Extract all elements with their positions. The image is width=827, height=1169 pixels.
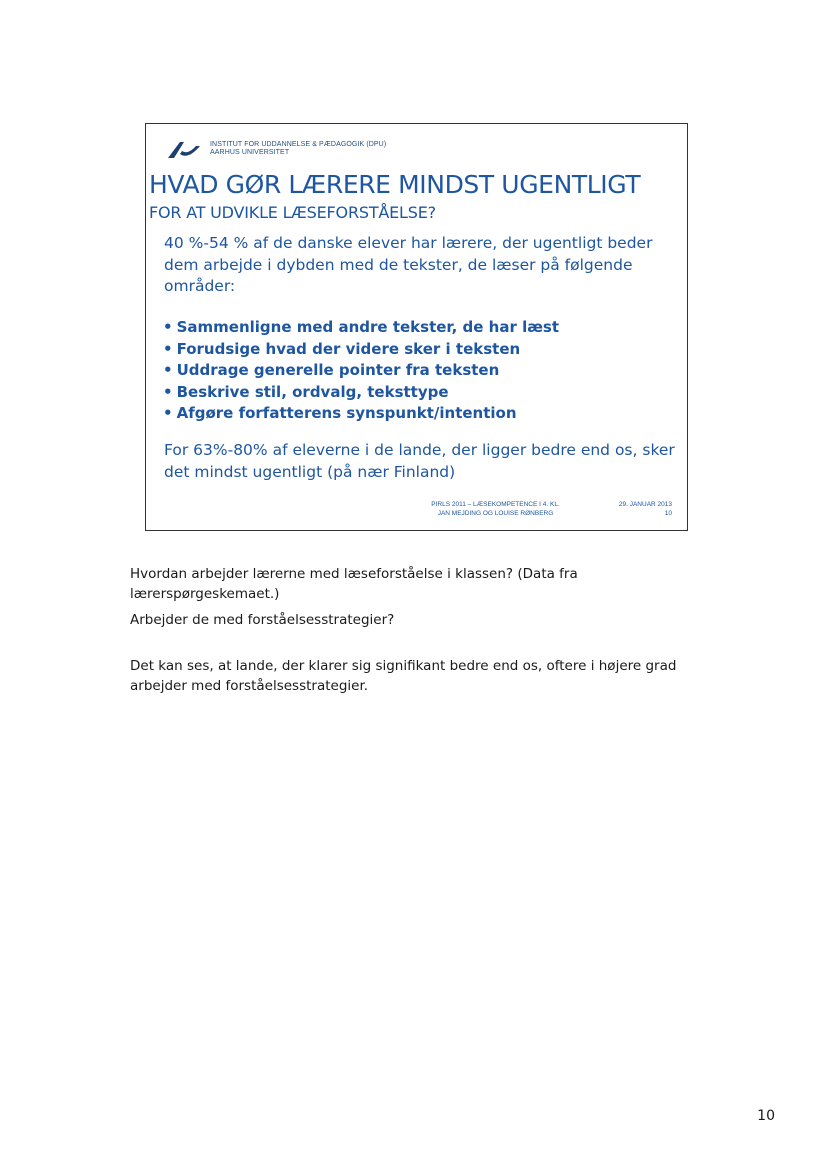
footer-date: 29. JANUAR 2013 (618, 501, 672, 508)
bullet-item: • Uddrage generelle pointer fra teksten (163, 360, 559, 382)
bullet-item: • Forudsige hvad der videre sker i teksten (163, 339, 559, 361)
institution-line-1: INSTITUT FOR UDDANNELSE & PÆDAGOGIK (DPU) (210, 141, 387, 148)
slide-title: HVAD GØR LÆRERE MINDST UGENTLIGT (149, 170, 641, 199)
notes-paragraph: Arbejder de med forståelsesstrategier? (130, 612, 395, 628)
aarhus-university-logo-icon (166, 138, 204, 160)
footer-slide-number: 10 (664, 510, 672, 517)
speaker-notes (130, 564, 690, 696)
bullet-list (163, 317, 559, 425)
institution-header (166, 138, 386, 160)
slide-subtitle: FOR AT UDVIKLE LÆSEFORSTÅELSE? (149, 203, 436, 222)
slide-conclusion-text: For 63%-80% af eleverne i de lande, der ligger bedre end os, sker det mindst ugentligt (på nær Finland) (164, 441, 675, 481)
footer-source-line-2: JAN MEJDING OG LOUISE RØNBERG (437, 510, 554, 517)
notes-paragraph: Det kan ses, at lande, der klarer sig signifikant bedre end os, oftere i højere grad arbejder med forståelsesstrategier. (130, 658, 677, 694)
page-number: 10 (757, 1108, 775, 1124)
institution-line-2: AARHUS UNIVERSITET (210, 149, 290, 156)
slide-footer-source (408, 500, 583, 518)
bullet-item: • Afgøre forfatterens synspunkt/intention (163, 403, 559, 425)
slide-frame (145, 123, 688, 531)
bullet-item: • Beskrive stil, ordvalg, teksttype (163, 382, 559, 404)
bullet-item: • Sammenligne med andre tekster, de har læst (163, 317, 559, 339)
notes-paragraph: Hvordan arbejder lærerne med læseforståelse i klassen? (Data fra lærerspørgeskemaet.) (130, 566, 578, 602)
slide-intro-text: 40 %-54 % af de danske elever har lærere, der ugentligt beder dem arbejde i dybden med de tekster, de læser på følgende områder: (164, 234, 653, 295)
institution-name (210, 141, 386, 157)
slide-footer-meta (586, 500, 672, 518)
footer-source-line-1: PIRLS 2011 – LÆSEKOMPETENCE I 4. KL. (431, 501, 560, 508)
